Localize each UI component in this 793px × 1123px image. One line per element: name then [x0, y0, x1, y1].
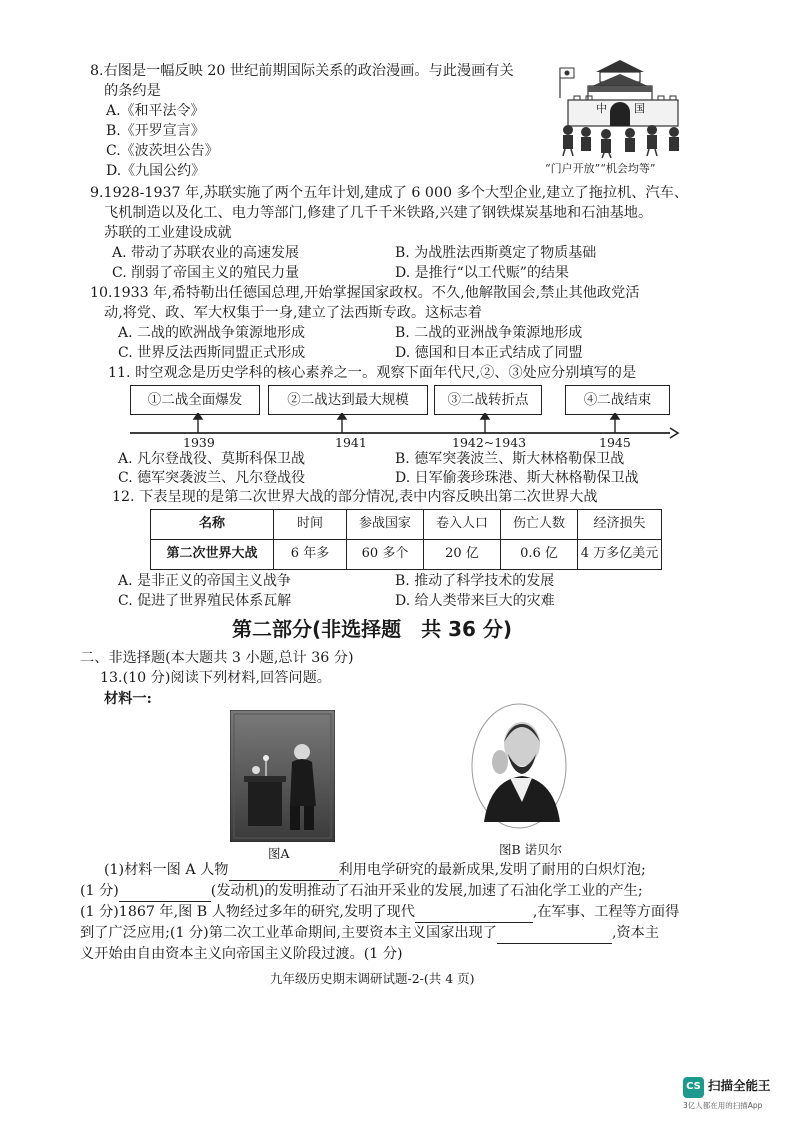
q8-option-c: C.《波茨坦公告》: [106, 143, 219, 159]
q8-option-a: A.《和平法令》: [106, 103, 205, 119]
timeline-box-4: ④二战结束: [565, 385, 670, 415]
q9-stem-line3: 苏联的工业建设成就: [104, 225, 232, 241]
q12-option-c: C. 促进了世界殖民体系瓦解: [118, 593, 292, 609]
q8-option-d: D.《九国公约》: [106, 163, 206, 179]
timeline-year-1939: 1939: [183, 435, 215, 450]
timeline-box-2: ②二战达到最大规模: [268, 385, 428, 415]
q13-fill-line3: [80, 904, 679, 923]
q13-fill1-suffix: 利用电学研究的最新成果,发明了耐用的白炽灯泡;: [338, 862, 646, 878]
answer-blank-1[interactable]: [229, 862, 339, 881]
page-footer: 九年级历史期末调研试题-2-(共 4 页): [270, 971, 475, 986]
q8-option-b: B.《开罗宣言》: [106, 123, 205, 139]
table-cell-casualties: 0.6 亿: [501, 540, 578, 570]
q13-fill-line2: [80, 883, 643, 902]
q9-option-d: D. 是推行“以工代赈”的结果: [395, 265, 569, 281]
q9-option-c: C. 削弱了帝国主义的殖民力量: [112, 265, 300, 281]
q9-option-a: A. 带动了苏联农业的高速发展: [112, 245, 300, 261]
q10-option-a: A. 二战的欧洲战争策源地形成: [118, 325, 306, 341]
figure-a-photo: [230, 710, 335, 842]
table-cell-name: 第二次世界大战: [151, 540, 274, 570]
q9-stem-line2: 飞机制造以及化工、电力等部门,修建了几千千米铁路,兴建了钢铁煤炭基地和石油基地。: [104, 205, 653, 221]
answer-blank-4[interactable]: [497, 925, 612, 944]
q13-fill-line5: 义开始由自由资本主义向帝国主义阶段过渡。(1 分): [80, 946, 403, 962]
timeline-box-3: ③二战转折点: [434, 385, 542, 415]
table-header-economic-loss: 经济损失: [578, 510, 662, 540]
q12-option-a: A. 是非正义的帝国主义战争: [118, 573, 292, 589]
q13-stem: 13.(10 分)阅读下列材料,回答问题。: [100, 670, 331, 686]
timeline-box-1: ①二战全面爆发: [130, 385, 260, 415]
q12-option-b: B. 推动了科学技术的发展: [395, 573, 555, 589]
table-header-name: 名称: [151, 510, 274, 540]
q10-option-c: C. 世界反法西斯同盟正式形成: [118, 345, 306, 361]
cartoon-label-guo: 国: [634, 102, 645, 115]
table-cell-time: 6 年多: [274, 540, 347, 570]
q10-option-d: D. 德国和日本正式结成了同盟: [395, 345, 583, 361]
timeline-year-1942-1943: 1942~1943: [452, 435, 527, 450]
q11-option-d: D. 日军偷袭珍珠港、斯大林格勒保卫战: [395, 470, 639, 486]
cartoon-caption: “门户开放”“机会均等”: [545, 162, 656, 175]
timeline-year-1945: 1945: [599, 435, 631, 450]
cartoon-label-zhong: 中: [596, 102, 607, 115]
material1-label: 材料一:: [104, 691, 152, 707]
q10-stem-line2: 动,将党、政、军大权集于一身,建立了法西斯专政。这标志着: [104, 305, 482, 321]
q9-option-b: B. 为战胜法西斯奠定了物质基础: [395, 245, 597, 261]
q10-option-b: B. 二战的亚洲战争策源地形成: [395, 325, 583, 341]
q13-fill2-suffix: (发动机)的发明推动了石油开采业的发展,加速了石油化学工业的产生;: [210, 883, 643, 899]
q8-stem-line1: 8.右图是一幅反映 20 世纪前期国际关系的政治漫画。与此漫画有关: [90, 63, 514, 79]
camscanner-tagline: 3亿人都在用的扫描App: [683, 1101, 763, 1110]
table-cell-population: 20 亿: [424, 540, 501, 570]
q12-stem: 12. 下表呈现的是第二次世界大战的部分情况,表中内容反映出第二次世界大战: [112, 489, 598, 505]
table-header-row: [151, 510, 662, 540]
q13-fill-line4: [80, 925, 659, 944]
q11-option-c: C. 德军突袭波兰、凡尔登战役: [118, 470, 306, 486]
camscanner-logo: CS: [683, 1077, 704, 1098]
table-header-countries: 参战国家: [347, 510, 424, 540]
q11-option-a: A. 凡尔登战役、莫斯科保卫战: [118, 451, 306, 467]
q8-stem-line2: 的条约是: [104, 83, 161, 99]
figure-b-portrait: [470, 702, 568, 830]
q13-fill2-prefix: (1 分): [80, 883, 119, 899]
q9-stem-line1: 9.1928-1937 年,苏联实施了两个五年计划,建成了 6 000 多个大型企业,建立了拖拉机、汽车、: [90, 185, 689, 201]
part2-title: 第二部分(非选择题 共 36 分): [232, 617, 513, 641]
q12-table: [150, 509, 662, 570]
political-cartoon-image: [548, 52, 693, 164]
answer-blank-2[interactable]: [119, 883, 211, 902]
q13-fill4-suffix: ,资本主: [611, 925, 660, 941]
table-header-time: 时间: [274, 510, 347, 540]
table-row: [151, 540, 662, 570]
timeline-year-1941: 1941: [335, 435, 367, 450]
camscanner-name: 扫描全能王: [708, 1078, 771, 1093]
q13-fill-line1: [104, 862, 646, 881]
q13-fill1-prefix: (1)材料一图 A 人物: [104, 862, 229, 878]
q13-fill3-prefix: (1 分)1867 年,图 B 人物经过多年的研究,发明了现代: [80, 904, 415, 920]
figure-a-caption: 图A: [268, 846, 290, 861]
table-cell-economic-loss: 4 万多亿美元: [578, 540, 662, 570]
table-header-population: 卷入人口: [424, 510, 501, 540]
q11-stem: 11. 时空观念是历史学科的核心素养之一。观察下面年代尺,②、③处应分别填写的是: [108, 365, 637, 381]
part2-heading: 二、非选择题(本大题共 3 小题,总计 36 分): [80, 650, 354, 666]
figure-b-caption: 图B 诺贝尔: [499, 842, 563, 857]
table-cell-countries: 60 多个: [347, 540, 424, 570]
q11-option-b: B. 德军突袭波兰、斯大林格勒保卫战: [395, 451, 625, 467]
q12-option-d: D. 给人类带来巨大的灾难: [395, 593, 555, 609]
table-header-casualties: 伤亡人数: [501, 510, 578, 540]
answer-blank-3[interactable]: [415, 904, 533, 923]
q13-fill3-suffix: ,在军事、工程等方面得: [532, 904, 680, 920]
q13-fill4-prefix: 到了广泛应用;(1 分)第二次工业革命期间,主要资本主义国家出现了: [80, 925, 497, 941]
q10-stem-line1: 10.1933 年,希特勒出任德国总理,开始掌握国家政权。不久,他解散国会,禁止其他政党活: [90, 285, 640, 301]
